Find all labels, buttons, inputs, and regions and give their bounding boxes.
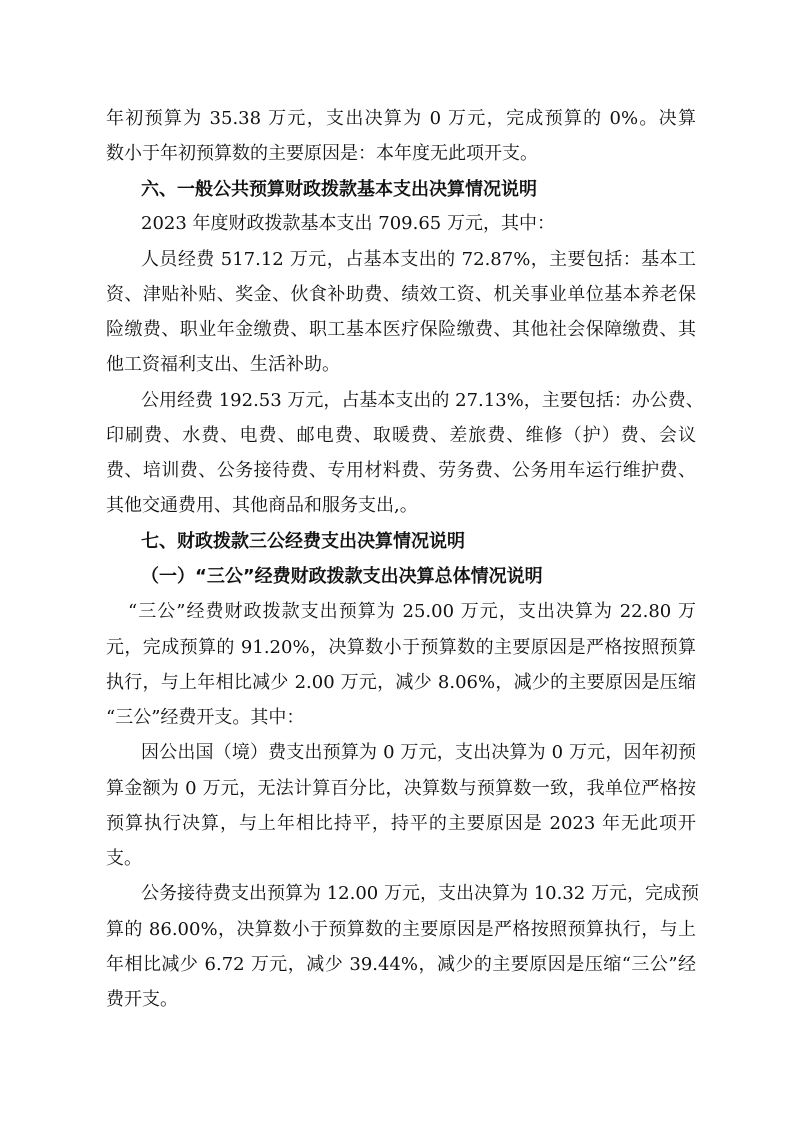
paragraph-line: 预算执行决算，与上年相比持平，持平的主要原因是 2023 年无此项开 [106, 813, 696, 834]
section-heading-six: 六、一般公共预算财政拨款基本支出决算情况说明 [141, 179, 537, 200]
paragraph-line: 印刷费、水费、电费、邮电费、取暖费、差旅费、维修（护）费、会议 [106, 425, 696, 446]
paragraph-line: 他工资福利支出、生活补助。 [106, 354, 340, 375]
paragraph-line: 因公出国（境）费支出预算为 0 万元，支出决算为 0 万元，因年初预 [141, 742, 696, 763]
paragraph-line: 年相比减少 6.72 万元，减少 39.44%，减少的主要原因是压缩“三公”经 [106, 954, 696, 975]
paragraph-line: “三公”经费开支。其中： [106, 707, 305, 728]
paragraph-line: 算的 86.00%，决算数小于预算数的主要原因是严格按照预算执行，与上 [106, 919, 696, 940]
paragraph-line: 费开支。 [106, 989, 178, 1010]
paragraph-line: 年初预算为 35.38 万元，支出决算为 0 万元，完成预算的 0%。决算 [106, 108, 696, 129]
paragraph-line: 数小于年初预算数的主要原因是：本年度无此项开支。 [106, 143, 538, 164]
paragraph-line: 其他交通费用、其他商品和服务支出,。 [106, 495, 418, 516]
paragraph-line: 险缴费、职业年金缴费、职工基本医疗保险缴费、其他社会保障缴费、其 [106, 319, 696, 340]
subsection-heading-one: （一）“三公”经费财政拨款支出决算总体情况说明 [141, 566, 543, 587]
paragraph-line: 2023 年度财政拨款基本支出 709.65 万元，其中： [141, 213, 555, 234]
paragraph-line: 公务接待费支出预算为 12.00 万元，支出决算为 10.32 万元，完成预 [141, 883, 699, 904]
paragraph-line: “三公”经费财政拨款支出预算为 25.00 万元，支出决算为 22.80 万 [128, 601, 696, 622]
paragraph-line: 资、津贴补贴、奖金、伙食补助费、绩效工资、机关事业单位基本养老保 [106, 284, 696, 305]
paragraph-line: 元，完成预算的 91.20%，决算数小于预算数的主要原因是严格按照预算 [106, 637, 696, 658]
paragraph-line: 算金额为 0 万元，无法计算百分比，决算数与预算数一致，我单位严格按 [106, 778, 696, 799]
paragraph-line: 执行，与上年相比减少 2.00 万元，减少 8.06%，减少的主要原因是压缩 [106, 672, 696, 693]
paragraph-line: 公用经费 192.53 万元，占基本支出的 27.13%，主要包括：办公费、 [141, 390, 704, 411]
paragraph-line: 费、培训费、公务接待费、专用材料费、劳务费、公务用车运行维护费、 [106, 460, 696, 481]
paragraph-line: 人员经费 517.12 万元，占基本支出的 72.87%，主要包括：基本工 [141, 249, 696, 270]
paragraph-line: 支。 [106, 848, 142, 869]
section-heading-seven: 七、财政拨款三公经费支出决算情况说明 [141, 531, 465, 552]
